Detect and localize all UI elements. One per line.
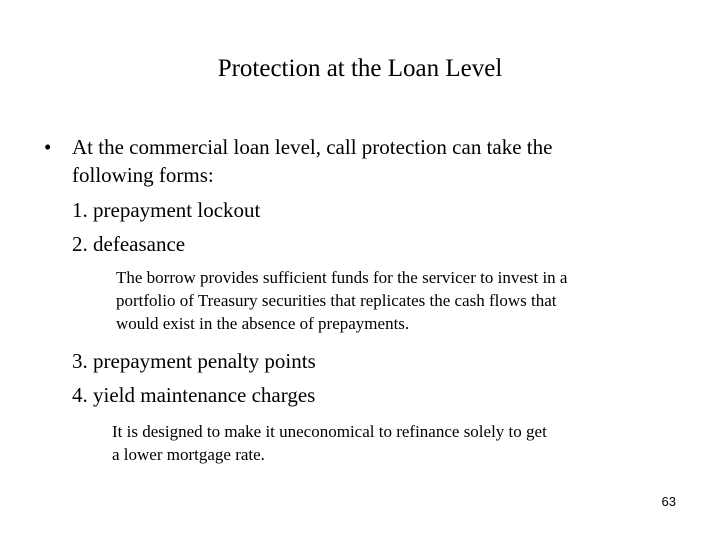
list-item-prepayment-lockout: 1. prepayment lockout xyxy=(72,198,261,222)
defeasance-note xyxy=(116,266,567,335)
yield-note-line-1: It is designed to make it uneconomical to refinance solely to get xyxy=(112,422,547,441)
defeasance-note-line-1: The borrow provides sufficient funds for the servicer to invest in a xyxy=(116,268,568,287)
slide-title: Protection at the Loan Level xyxy=(217,55,503,82)
yield-maintenance-note xyxy=(112,420,547,466)
bullet-line-1: At the commercial loan level, call protection can take the xyxy=(72,135,553,159)
defeasance-note-line-2: portfolio of Treasury securities that replicates the cash flows that xyxy=(116,291,557,310)
list-item-prepayment-penalty-points: 3. prepayment penalty points xyxy=(72,349,316,373)
list-item-yield-maintenance-charges: 4. yield maintenance charges xyxy=(72,383,316,407)
defeasance-note-line-3: would exist in the absence of prepayments. xyxy=(116,314,410,333)
bullet-marker: • xyxy=(44,135,52,159)
bullet-line-2: following forms: xyxy=(72,163,214,187)
page-number: 63 xyxy=(661,494,676,509)
yield-note-line-2: a lower mortgage rate. xyxy=(112,445,265,464)
list-item-defeasance: 2. defeasance xyxy=(72,232,186,256)
bullet-text xyxy=(72,133,672,189)
